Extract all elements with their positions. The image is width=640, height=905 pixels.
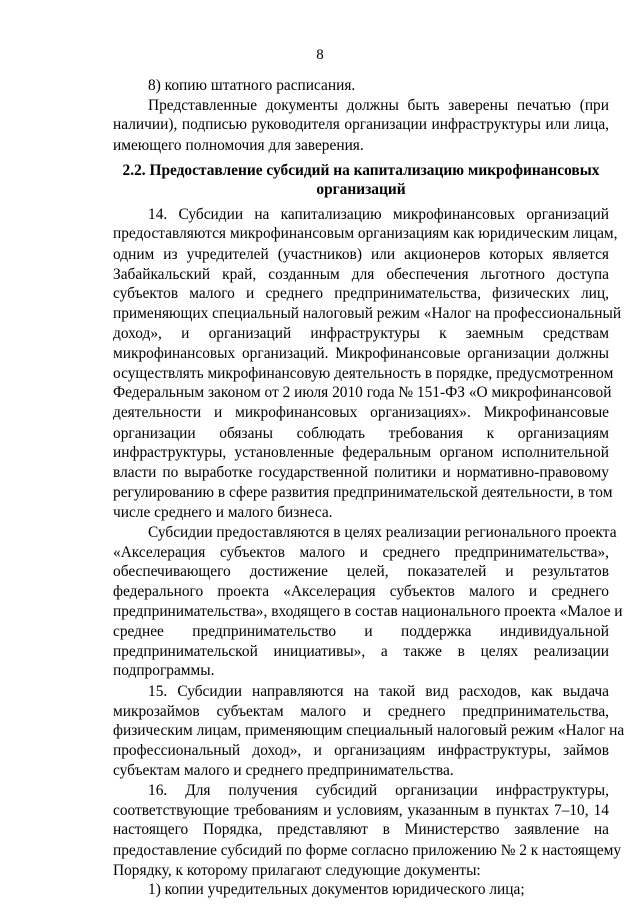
paragraph-15-line: физическим лицам, применяющим специальный налоговый режим «Налог на bbox=[113, 722, 625, 739]
paragraph-16-line: 16. Для получения субсидий организации инфраструктуры, bbox=[148, 782, 609, 799]
list-item-1: 1) копии учредительных документов юридического лица; bbox=[148, 881, 525, 898]
paragraph-goals-line: среднее предпринимательство и поддержка индивидуальной bbox=[113, 623, 609, 640]
paragraph-14-line: микрофинансовых организаций. Микрофинансовые организации должны bbox=[113, 345, 609, 362]
paragraph-14-line: осуществлять микрофинансовую деятельность в порядке, предусмотренном bbox=[113, 365, 614, 382]
paragraph-line: Представленные документы должны быть заверены печатью (при bbox=[148, 97, 609, 114]
paragraph-14-line: Федеральным законом от 2 июля 2010 года № 151-ФЗ «О микрофинансовой bbox=[113, 384, 612, 401]
paragraph-14-line: субъектов малого и среднего предпринимательства, физических лиц, bbox=[113, 285, 609, 302]
paragraph-15-line: 15. Субсидии направляются на такой вид расходов, как выдача bbox=[148, 683, 609, 700]
paragraph-goals-line: Субсидии предоставляются в целях реализации регионального проекта bbox=[148, 524, 617, 541]
paragraph-15-line: субъектам малого и среднего предпринимательства. bbox=[113, 762, 454, 779]
paragraph-16-line: предоставление субсидий по форме согласно приложению № 2 к настоящему bbox=[113, 842, 622, 859]
paragraph-14-line: доход», и организаций инфраструктуры к заемным средствам bbox=[113, 325, 609, 342]
paragraph-14-line: регулированию в сфере развития предпринимательской деятельности, в том bbox=[113, 484, 613, 501]
paragraph-14-line: власти по выработке государственной политики и нормативно-правовому bbox=[113, 464, 609, 481]
paragraph-goals-line: предпринимательства», входящего в состав национального проекта «Малое и bbox=[113, 603, 623, 620]
paragraph-line: имеющего полномочия для заверения. bbox=[113, 137, 364, 154]
page-number: 8 bbox=[316, 47, 324, 63]
paragraph-16-line: соответствующие требованиям и условиям, указанным в пунктах 7–10, 14 bbox=[113, 802, 609, 819]
paragraph-14-line: одним из учредителей (участников) или акционеров которых является bbox=[113, 246, 609, 263]
paragraph-16-line: настоящего Порядка, представляют в Министерство заявление на bbox=[113, 821, 609, 838]
paragraph-14-line: организации обязаны соблюдать требования к организациям bbox=[113, 425, 609, 442]
paragraph-goals-line: подпрограммы. bbox=[113, 662, 215, 679]
paragraph-line: наличии), подписью руководителя организации инфраструктуры или лица, bbox=[113, 116, 609, 133]
section-title: 2.2. Предоставление субсидий на капитализацию микрофинансовых bbox=[122, 162, 600, 179]
list-item-8: 8) копию штатного расписания. bbox=[148, 77, 356, 94]
paragraph-goals-line: обеспечивающего достижение целей, показателей и результатов bbox=[113, 563, 609, 580]
paragraph-15-line: микрозаймов субъектам малого и среднего предпринимательства, bbox=[113, 703, 609, 720]
section-title-cont: организаций bbox=[316, 181, 406, 198]
paragraph-goals-line: федерального проекта «Акселерация субъектов малого и среднего bbox=[113, 583, 609, 600]
paragraph-14-line: предоставляются микрофинансовым организациям как юридическим лицам, bbox=[113, 225, 618, 242]
paragraph-16-line: Порядку, к которому прилагают следующие документы: bbox=[113, 862, 481, 879]
paragraph-14-line: деятельности и микрофинансовых организациях». Микрофинансовые bbox=[113, 404, 609, 421]
paragraph-14-line: инфраструктуры, установленные федеральным органом исполнительной bbox=[113, 444, 609, 461]
paragraph-15-line: профессиональный доход», и организациям инфраструктуры, займов bbox=[113, 742, 609, 759]
paragraph-14-line: Забайкальский край, созданным для обеспечения льготного доступа bbox=[113, 266, 609, 283]
paragraph-14-line: 14. Субсидии на капитализацию микрофинансовых организаций bbox=[148, 206, 609, 223]
paragraph-goals-line: предпринимательской инициативы», а также в целях реализации bbox=[113, 643, 609, 660]
paragraph-14-line: применяющих специальный налоговый режим «Налог на профессиональный bbox=[113, 305, 622, 322]
paragraph-goals-line: «Акселерация субъектов малого и среднего предпринимательства», bbox=[113, 544, 609, 561]
paragraph-14-line: числе среднего и малого бизнеса. bbox=[113, 504, 333, 521]
